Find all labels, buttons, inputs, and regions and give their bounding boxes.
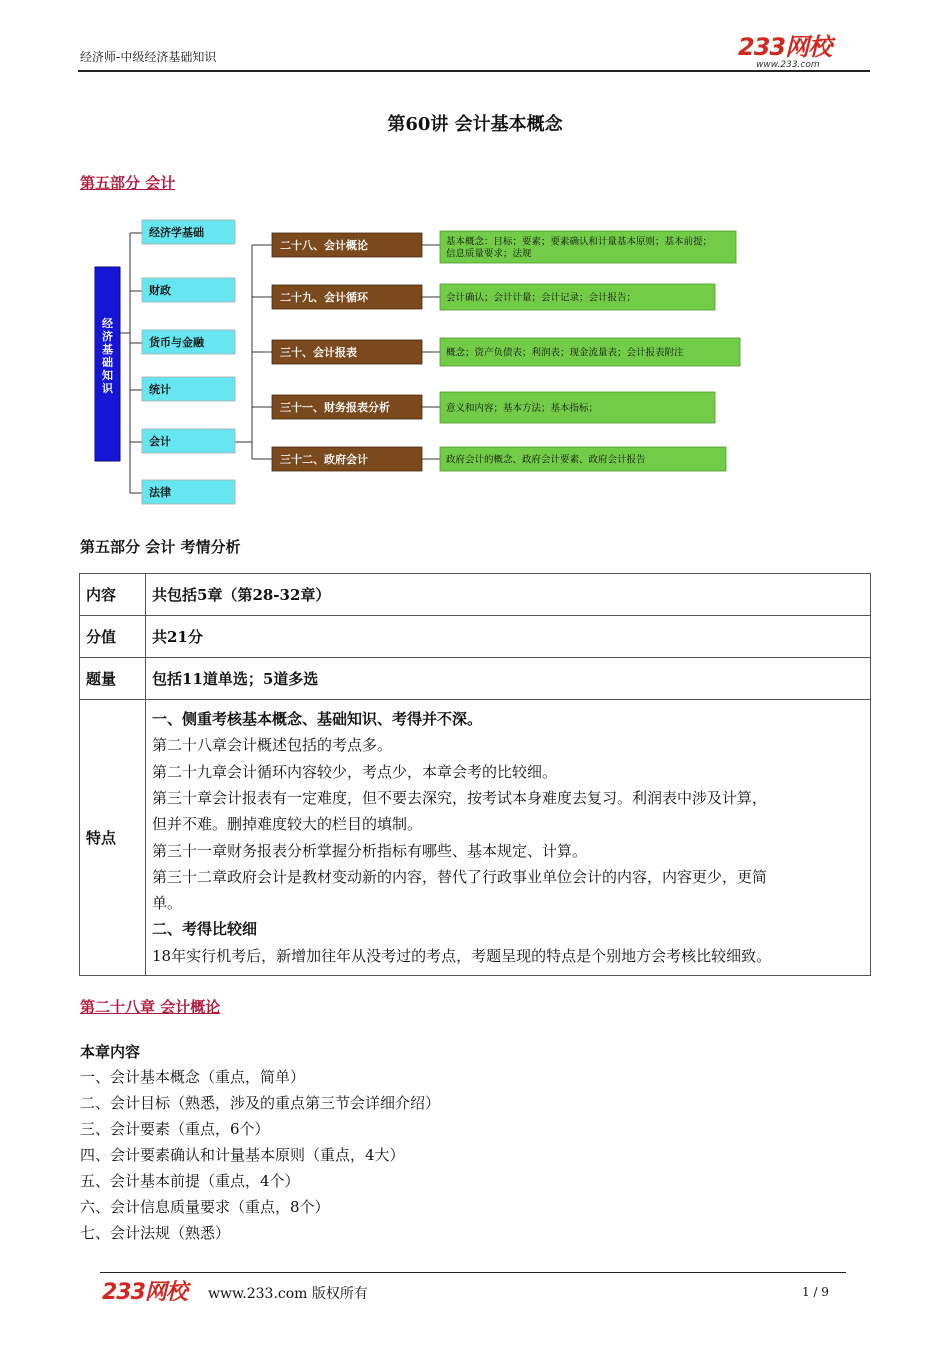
chapter-label: 三十二、政府会计 <box>280 453 368 466</box>
logo-text: 233网校 <box>738 33 832 61</box>
content-item: 三、会计要素（重点，6个） <box>80 1120 270 1138</box>
logo-url: www.233.com <box>756 60 820 70</box>
analysis-heading: 第五部分 会计 考情分析 <box>80 538 241 556</box>
detail-text: 意义和内容；基本方法；基本指标； <box>446 403 599 414</box>
row-key: 内容 <box>80 574 146 616</box>
part-label: 法律 <box>149 486 171 499</box>
diagram-detail-node <box>440 284 715 310</box>
content-item: 六、会计信息质量要求（重点，8个） <box>80 1198 330 1216</box>
chapter-heading-link[interactable]: 第二十八章 会计概论 <box>80 998 221 1016</box>
content-item: 二、会计目标（熟悉，涉及的重点第三节会详细介绍） <box>80 1094 441 1112</box>
features-cell <box>146 700 871 976</box>
diagram-detail-node <box>440 231 736 263</box>
table-row <box>80 574 871 616</box>
feature-line: 第二十八章会计概述包括的考点多。 <box>152 736 393 755</box>
diagram-root-label: 经济基础知识 <box>102 317 113 395</box>
footer-copyright: www.233.com 版权所有 <box>208 1286 368 1302</box>
diagram-chapter-node <box>272 285 422 309</box>
header-divider <box>78 70 870 72</box>
content-heading: 本章内容 <box>80 1043 141 1061</box>
row-value: 包括11道单选；5道多选 <box>146 658 871 700</box>
row-value: 共包括5章（第28-32章） <box>146 574 871 616</box>
content-item: 一、会计基本概念（重点，简单） <box>80 1068 306 1086</box>
feature-line: 18年实行机考后，新增加往年从没考过的考点，考题呈现的特点是个别地方会考核比较细致。 <box>152 946 772 965</box>
diagram-detail-node <box>440 392 715 423</box>
detail-text: 信息质量要求；法规 <box>446 248 532 260</box>
header-logo[interactable] <box>738 34 848 70</box>
diagram-part-node <box>142 330 235 354</box>
diagram-part-node <box>142 429 235 453</box>
feature-line: 第三十一章财务报表分析掌握分析指标有哪些、基本规定、计算。 <box>152 841 588 860</box>
diagram-detail-node <box>440 447 726 471</box>
footer-logo[interactable] <box>102 1280 187 1306</box>
diagram-parts <box>142 220 235 504</box>
content-item: 四、会计要素确认和计量基本原则（重点，4大） <box>80 1146 405 1164</box>
diagram-part-node <box>142 278 235 302</box>
header-subject: 经济师-中级经济基础知识 <box>80 50 217 64</box>
row-key: 分值 <box>80 616 146 658</box>
diagram-chapter-node <box>272 395 422 419</box>
detail-text: 概念；资产负债表；利润表；现金流量表；会计报表附注 <box>446 347 684 359</box>
chapter-label: 三十一、财务报表分析 <box>280 401 390 414</box>
footer-divider <box>100 1272 846 1273</box>
chapter-label: 二十八、会计概论 <box>280 239 368 252</box>
table-row-features <box>80 700 871 976</box>
diagram-chapter-node <box>272 340 422 364</box>
row-key: 特点 <box>80 700 146 976</box>
part-label: 会计 <box>149 435 171 448</box>
feature-line: 第三十章会计报表有一定难度，但不要去深究，按考试本身难度去复习。利润表中涉及计算， <box>152 788 768 807</box>
table-row <box>80 658 871 700</box>
feature-line: 单。 <box>152 894 183 913</box>
knowledge-structure-diagram <box>80 215 760 515</box>
section-heading-link[interactable]: 第五部分 会计 <box>80 174 176 192</box>
chapter-label: 三十、会计报表 <box>280 346 357 359</box>
diagram-detail-node <box>440 338 740 366</box>
page-title: 第60讲 会计基本概念 <box>387 114 563 135</box>
diagram-part-node <box>142 377 235 401</box>
diagram-root <box>95 267 120 461</box>
diagram-chapters <box>272 233 422 471</box>
feature-line: 二、考得比较细 <box>152 920 258 939</box>
content-list <box>80 1064 440 1246</box>
part-label: 货币与金融 <box>149 336 204 349</box>
page-number: 1 / 9 <box>802 1285 829 1299</box>
row-value: 共21分 <box>146 616 871 658</box>
content-item: 七、会计法规（熟悉） <box>80 1224 231 1242</box>
detail-text: 政府会计的概念、政府会计要素、政府会计报告 <box>446 454 646 466</box>
diagram-part-node <box>142 480 235 504</box>
feature-line: 第二十九章会计循环内容较少，考点少，本章会考的比较细。 <box>152 762 558 781</box>
table-row <box>80 616 871 658</box>
chapter-label: 二十九、会计循环 <box>280 291 368 304</box>
diagram-details <box>440 231 740 471</box>
feature-line: 一、侧重考核基本概念、基础知识、考得并不深。 <box>152 710 483 729</box>
analysis-table <box>79 573 871 976</box>
diagram-part-node <box>142 220 235 244</box>
part-label: 经济学基础 <box>149 226 204 239</box>
part-label: 统计 <box>149 383 171 396</box>
diagram-chapter-node <box>272 447 422 471</box>
row-key: 题量 <box>80 658 146 700</box>
detail-text: 基本概念：目标；要素；要素确认和计量基本原则；基本前提； <box>446 236 713 248</box>
detail-text: 会计确认；会计计量；会计记录；会计报告； <box>446 292 637 304</box>
part-label: 财政 <box>149 284 171 297</box>
feature-line: 第三十二章政府会计是教材变动新的内容，替代了行政事业单位会计的内容，内容更少，更简 <box>152 867 768 886</box>
diagram-chapter-node <box>272 233 422 257</box>
content-item: 五、会计基本前提（重点，4个） <box>80 1172 300 1190</box>
footer-logo-text: 233网校 <box>102 1280 187 1305</box>
feature-line: 但并不难。删掉难度较大的栏目的填制。 <box>152 815 423 834</box>
